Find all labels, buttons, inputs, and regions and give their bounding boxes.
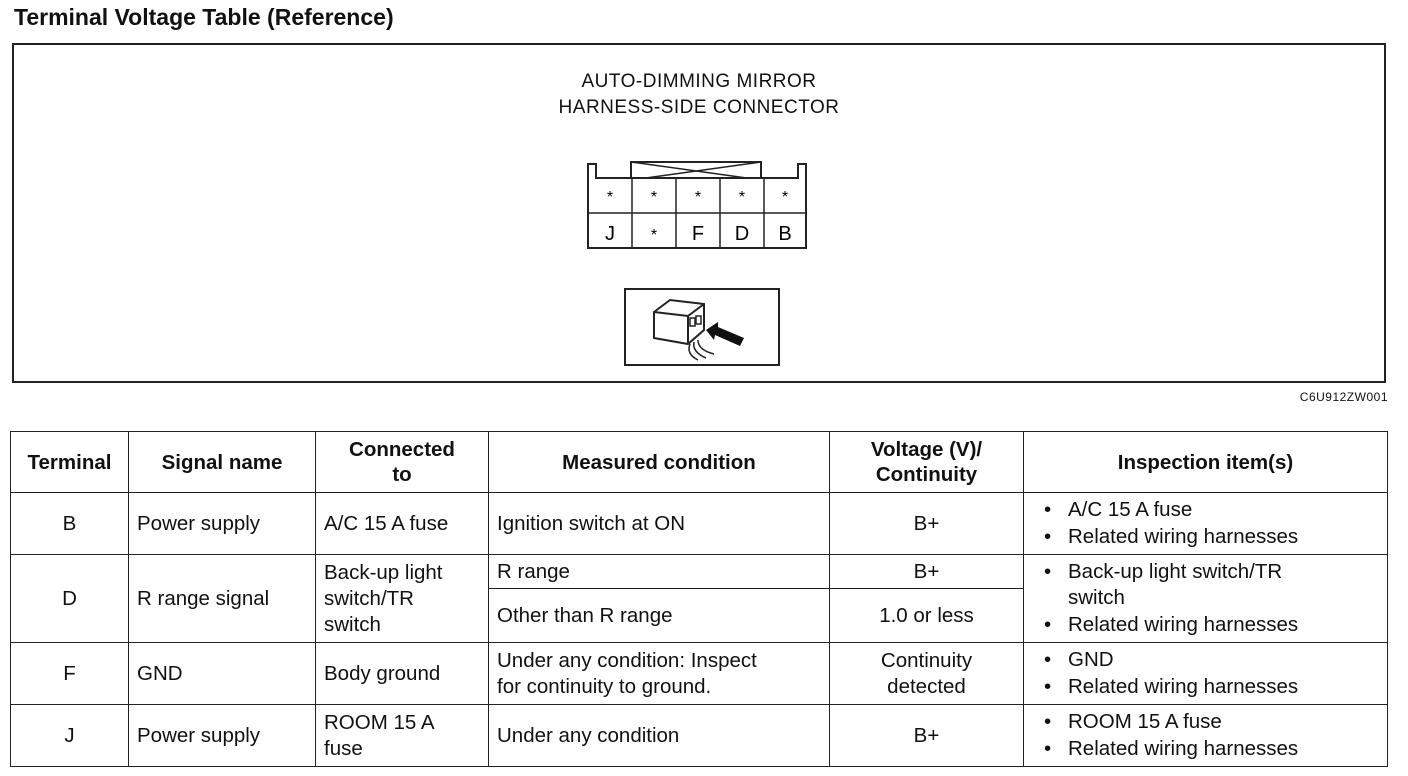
connected-cell: Back-up light switch/TR switch: [316, 555, 489, 643]
inspection-item: • ROOM 15 A fuse: [1032, 709, 1379, 736]
pin-D: D: [734, 223, 750, 245]
pin-B: B: [778, 223, 792, 245]
signal-cell: R range signal: [129, 555, 316, 643]
signal-cell: GND: [129, 643, 316, 705]
measured-cell: Under any condition: [489, 705, 830, 767]
table-header-row: [11, 432, 1388, 493]
terminal-cell: F: [11, 643, 129, 705]
header-signal-name: Signal name: [129, 432, 316, 493]
measured-cell: Under any condition: Inspect for continuity to ground.: [489, 643, 830, 705]
pin-top-4: *: [738, 189, 746, 206]
signal-cell: Power supply: [129, 493, 316, 555]
voltage-cell: B+: [830, 555, 1024, 589]
header-connected-to: Connected to: [316, 432, 489, 493]
connected-cell: A/C 15 A fuse: [316, 493, 489, 555]
table-row: [11, 493, 1388, 555]
view-direction-icon: [624, 288, 780, 366]
connector-diagram: [586, 160, 826, 255]
measured-cell: Other than R range: [489, 589, 830, 643]
signal-cell: Power supply: [129, 705, 316, 767]
inspection-item: • A/C 15 A fuse: [1032, 497, 1379, 524]
voltage-cell: Continuity detected: [830, 643, 1024, 705]
inspection-item: • Related wiring harnesses: [1032, 524, 1379, 551]
pin-bottom-2: *: [650, 227, 658, 244]
voltage-cell: B+: [830, 705, 1024, 767]
measured-cell: Ignition switch at ON: [489, 493, 830, 555]
pin-top-5: *: [781, 189, 789, 206]
measured-cell: R range: [489, 555, 830, 589]
inspection-cell: [1024, 555, 1388, 643]
inspection-item: • Back-up light switch/TR switch: [1032, 559, 1379, 612]
table-row: [11, 555, 1388, 589]
page-title: Terminal Voltage Table (Reference): [14, 4, 394, 30]
figure-caption: [14, 69, 1384, 121]
inspection-cell: [1024, 493, 1388, 555]
inspection-item: • GND: [1032, 647, 1379, 674]
connected-cell: Body ground: [316, 643, 489, 705]
pin-top-1: *: [606, 189, 614, 206]
terminal-cell: D: [11, 555, 129, 643]
figure-code: C6U912ZW001: [1299, 390, 1388, 404]
header-voltage: Voltage (V)/ Continuity: [830, 432, 1024, 493]
connector-figure: [12, 43, 1386, 383]
header-inspection: Inspection item(s): [1024, 432, 1388, 493]
connected-cell: ROOM 15 A fuse: [316, 705, 489, 767]
pin-F: F: [691, 223, 705, 245]
inspection-cell: [1024, 643, 1388, 705]
caption-line-1: AUTO-DIMMING MIRROR: [581, 71, 817, 92]
voltage-cell: 1.0 or less: [830, 589, 1024, 643]
pin-J: J: [605, 223, 615, 245]
header-measured-condition: Measured condition: [489, 432, 830, 493]
voltage-cell: B+: [830, 493, 1024, 555]
terminal-voltage-table: [10, 431, 1388, 767]
terminal-cell: B: [11, 493, 129, 555]
caption-line-2: HARNESS-SIDE CONNECTOR: [558, 97, 840, 118]
pin-top-3: *: [694, 189, 702, 206]
header-terminal: Terminal: [11, 432, 129, 493]
pin-top-2: *: [650, 189, 658, 206]
terminal-cell: J: [11, 705, 129, 767]
table-row: [11, 705, 1388, 767]
inspection-item: • Related wiring harnesses: [1032, 674, 1379, 701]
inspection-item: • Related wiring harnesses: [1032, 612, 1379, 639]
table-row: [11, 643, 1388, 705]
inspection-item: • Related wiring harnesses: [1032, 736, 1379, 763]
inspection-cell: [1024, 705, 1388, 767]
